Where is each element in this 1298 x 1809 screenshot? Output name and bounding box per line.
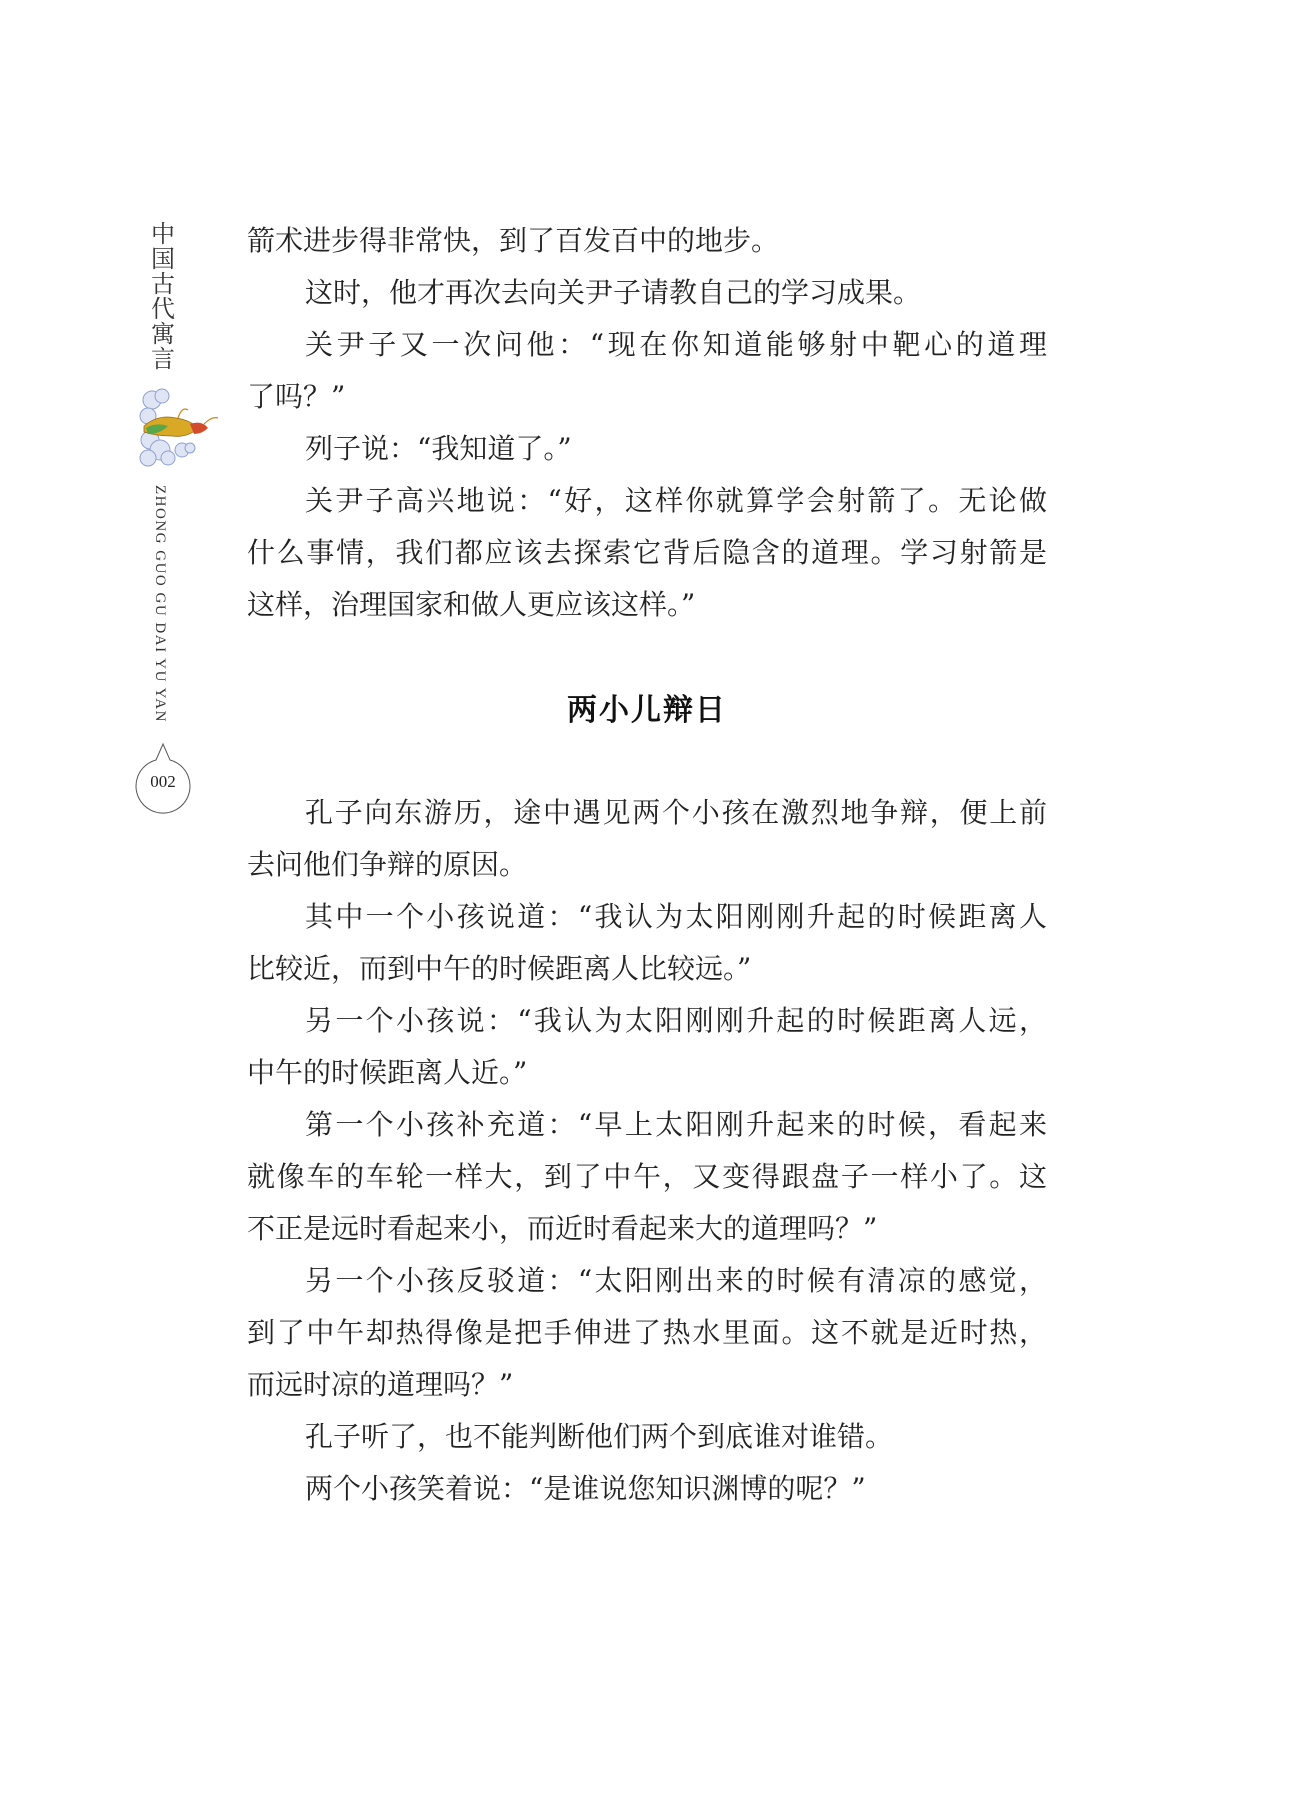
paragraph-line: 箭术进步得非常快，到了百发百中的地步。	[247, 224, 780, 257]
story-continuation	[247, 215, 1047, 631]
book-title-char: 中	[151, 220, 175, 248]
paragraph-line: 不正是远时看起来小，而近时看起来大的道理吗？”	[247, 1212, 878, 1245]
paragraph-line: 这时，他才再次去向关尹子请教自己的学习成果。	[305, 276, 922, 309]
paragraph-line: 另一个小孩说：“我认为太阳刚刚升起的时候距离人远，	[305, 1004, 1047, 1037]
paragraph-line: 关尹子高兴地说：“好，这样你就算学会射箭了。无论做	[305, 484, 1047, 517]
paragraph-line: 了吗？”	[247, 380, 346, 413]
paragraph-line: 中午的时候距离人近。”	[247, 1056, 528, 1089]
dragon-icon	[138, 388, 220, 474]
book-title-char: 寓	[151, 320, 175, 348]
paragraph-line: 而远时凉的道理吗？”	[247, 1368, 514, 1401]
paragraph-line: 其中一个小孩说道：“我认为太阳刚刚升起的时候距离人	[305, 900, 1047, 933]
page-number: 002	[150, 772, 176, 791]
story-body	[247, 787, 1047, 1515]
paragraph-line: 两个小孩笑着说：“是谁说您知识渊博的呢？”	[305, 1472, 866, 1505]
paragraph-line: 什么事情，我们都应该去探索它背后隐含的道理。学习射箭是	[247, 536, 1047, 569]
paragraph-line: 孔子向东游历，途中遇见两个小孩在激烈地争辩，便上前	[305, 796, 1047, 829]
paragraph-line: 第一个小孩补充道：“早上太阳刚升起来的时候，看起来	[305, 1108, 1047, 1141]
book-title-char: 古	[151, 270, 175, 298]
paragraph-line: 比较近，而到中午的时候距离人比较远。”	[247, 952, 752, 985]
book-title-char: 言	[151, 345, 175, 373]
paragraph-line: 就像车的车轮一样大，到了中午，又变得跟盘子一样小了。这	[247, 1160, 1047, 1193]
story-title: 两小儿辩日	[567, 693, 727, 728]
paragraph-line: 关尹子又一次问他：“现在你知道能够射中靶心的道理	[305, 328, 1047, 361]
paragraph-line: 这样，治理国家和做人更应该这样。”	[247, 588, 696, 621]
book-title-char: 国	[151, 245, 175, 273]
paragraph-line: 孔子听了，也不能判断他们两个到底谁对谁错。	[305, 1420, 894, 1453]
book-title-vertical	[150, 222, 176, 372]
book-title-pinyin: ZHONG GUO GU DAI YU YAN	[152, 485, 168, 723]
paragraph-line: 到了中午却热得像是把手伸进了热水里面。这不就是近时热，	[247, 1316, 1047, 1349]
paragraph-line: 另一个小孩反驳道：“太阳刚出来的时候有清凉的感觉，	[305, 1264, 1047, 1297]
paragraph-line: 列子说：“我知道了。”	[305, 432, 572, 465]
paragraph-line: 去问他们争辩的原因。	[247, 848, 528, 881]
book-title-char: 代	[151, 295, 175, 323]
